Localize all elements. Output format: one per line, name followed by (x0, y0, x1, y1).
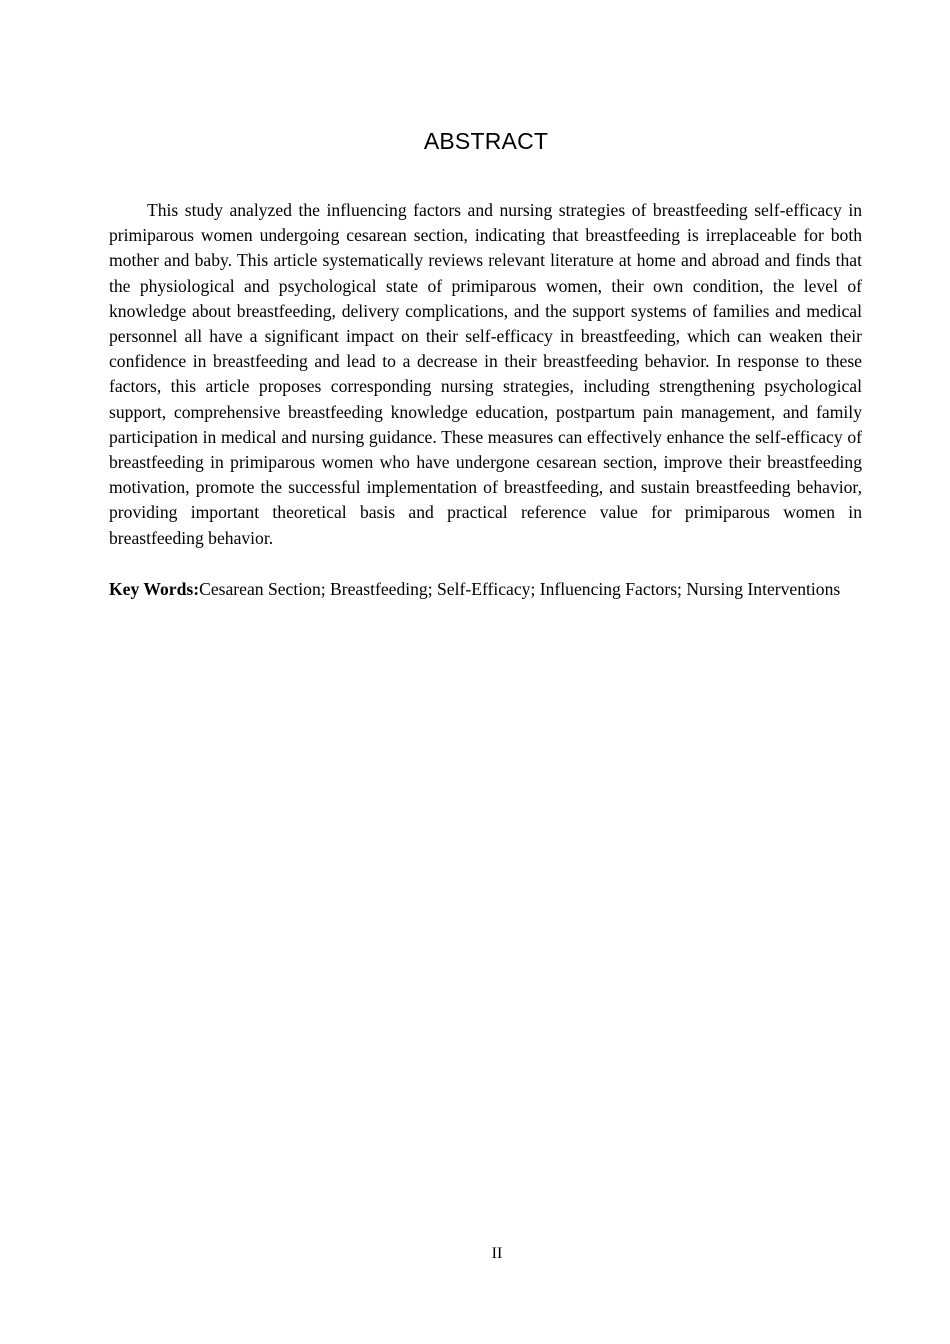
keywords-paragraph (109, 577, 862, 602)
abstract-body: This study analyzed the influencing factors and nursing strategies of breastfeeding self-efficacy in primiparous women undergoing cesarean section, indicating that breastfeeding is irreplaceable for both mother and baby. This article systematically reviews relevant literature at home and abroad and finds that the physiological and psychological state of primiparous women, their own condition, the level of knowledge about breastfeeding, delivery complications, and the support systems of families and medical personnel all have a significant impact on their self-efficacy in breastfeeding, which can weaken their confidence in breastfeeding and lead to a decrease in their breastfeeding behavior. In response to these factors, this article proposes corresponding nursing strategies, including strengthening psychological support, comprehensive breastfeeding knowledge education, postpartum pain management, and family participation in medical and nursing guidance. These measures can effectively enhance the self-efficacy of breastfeeding in primiparous women who have undergone cesarean section, improve their breastfeeding motivation, promote the successful implementation of breastfeeding, and sustain breastfeeding behavior, providing important theoretical basis and practical reference value for primiparous women in breastfeeding behavior. (109, 200, 862, 548)
keywords-label: Key Words: (109, 579, 200, 599)
keywords-text: Cesarean Section; Breastfeeding; Self-Efficacy; Influencing Factors; Nursing Interventions (199, 579, 841, 599)
page-number: II (491, 1245, 503, 1262)
page-title: ABSTRACT (423, 128, 549, 154)
